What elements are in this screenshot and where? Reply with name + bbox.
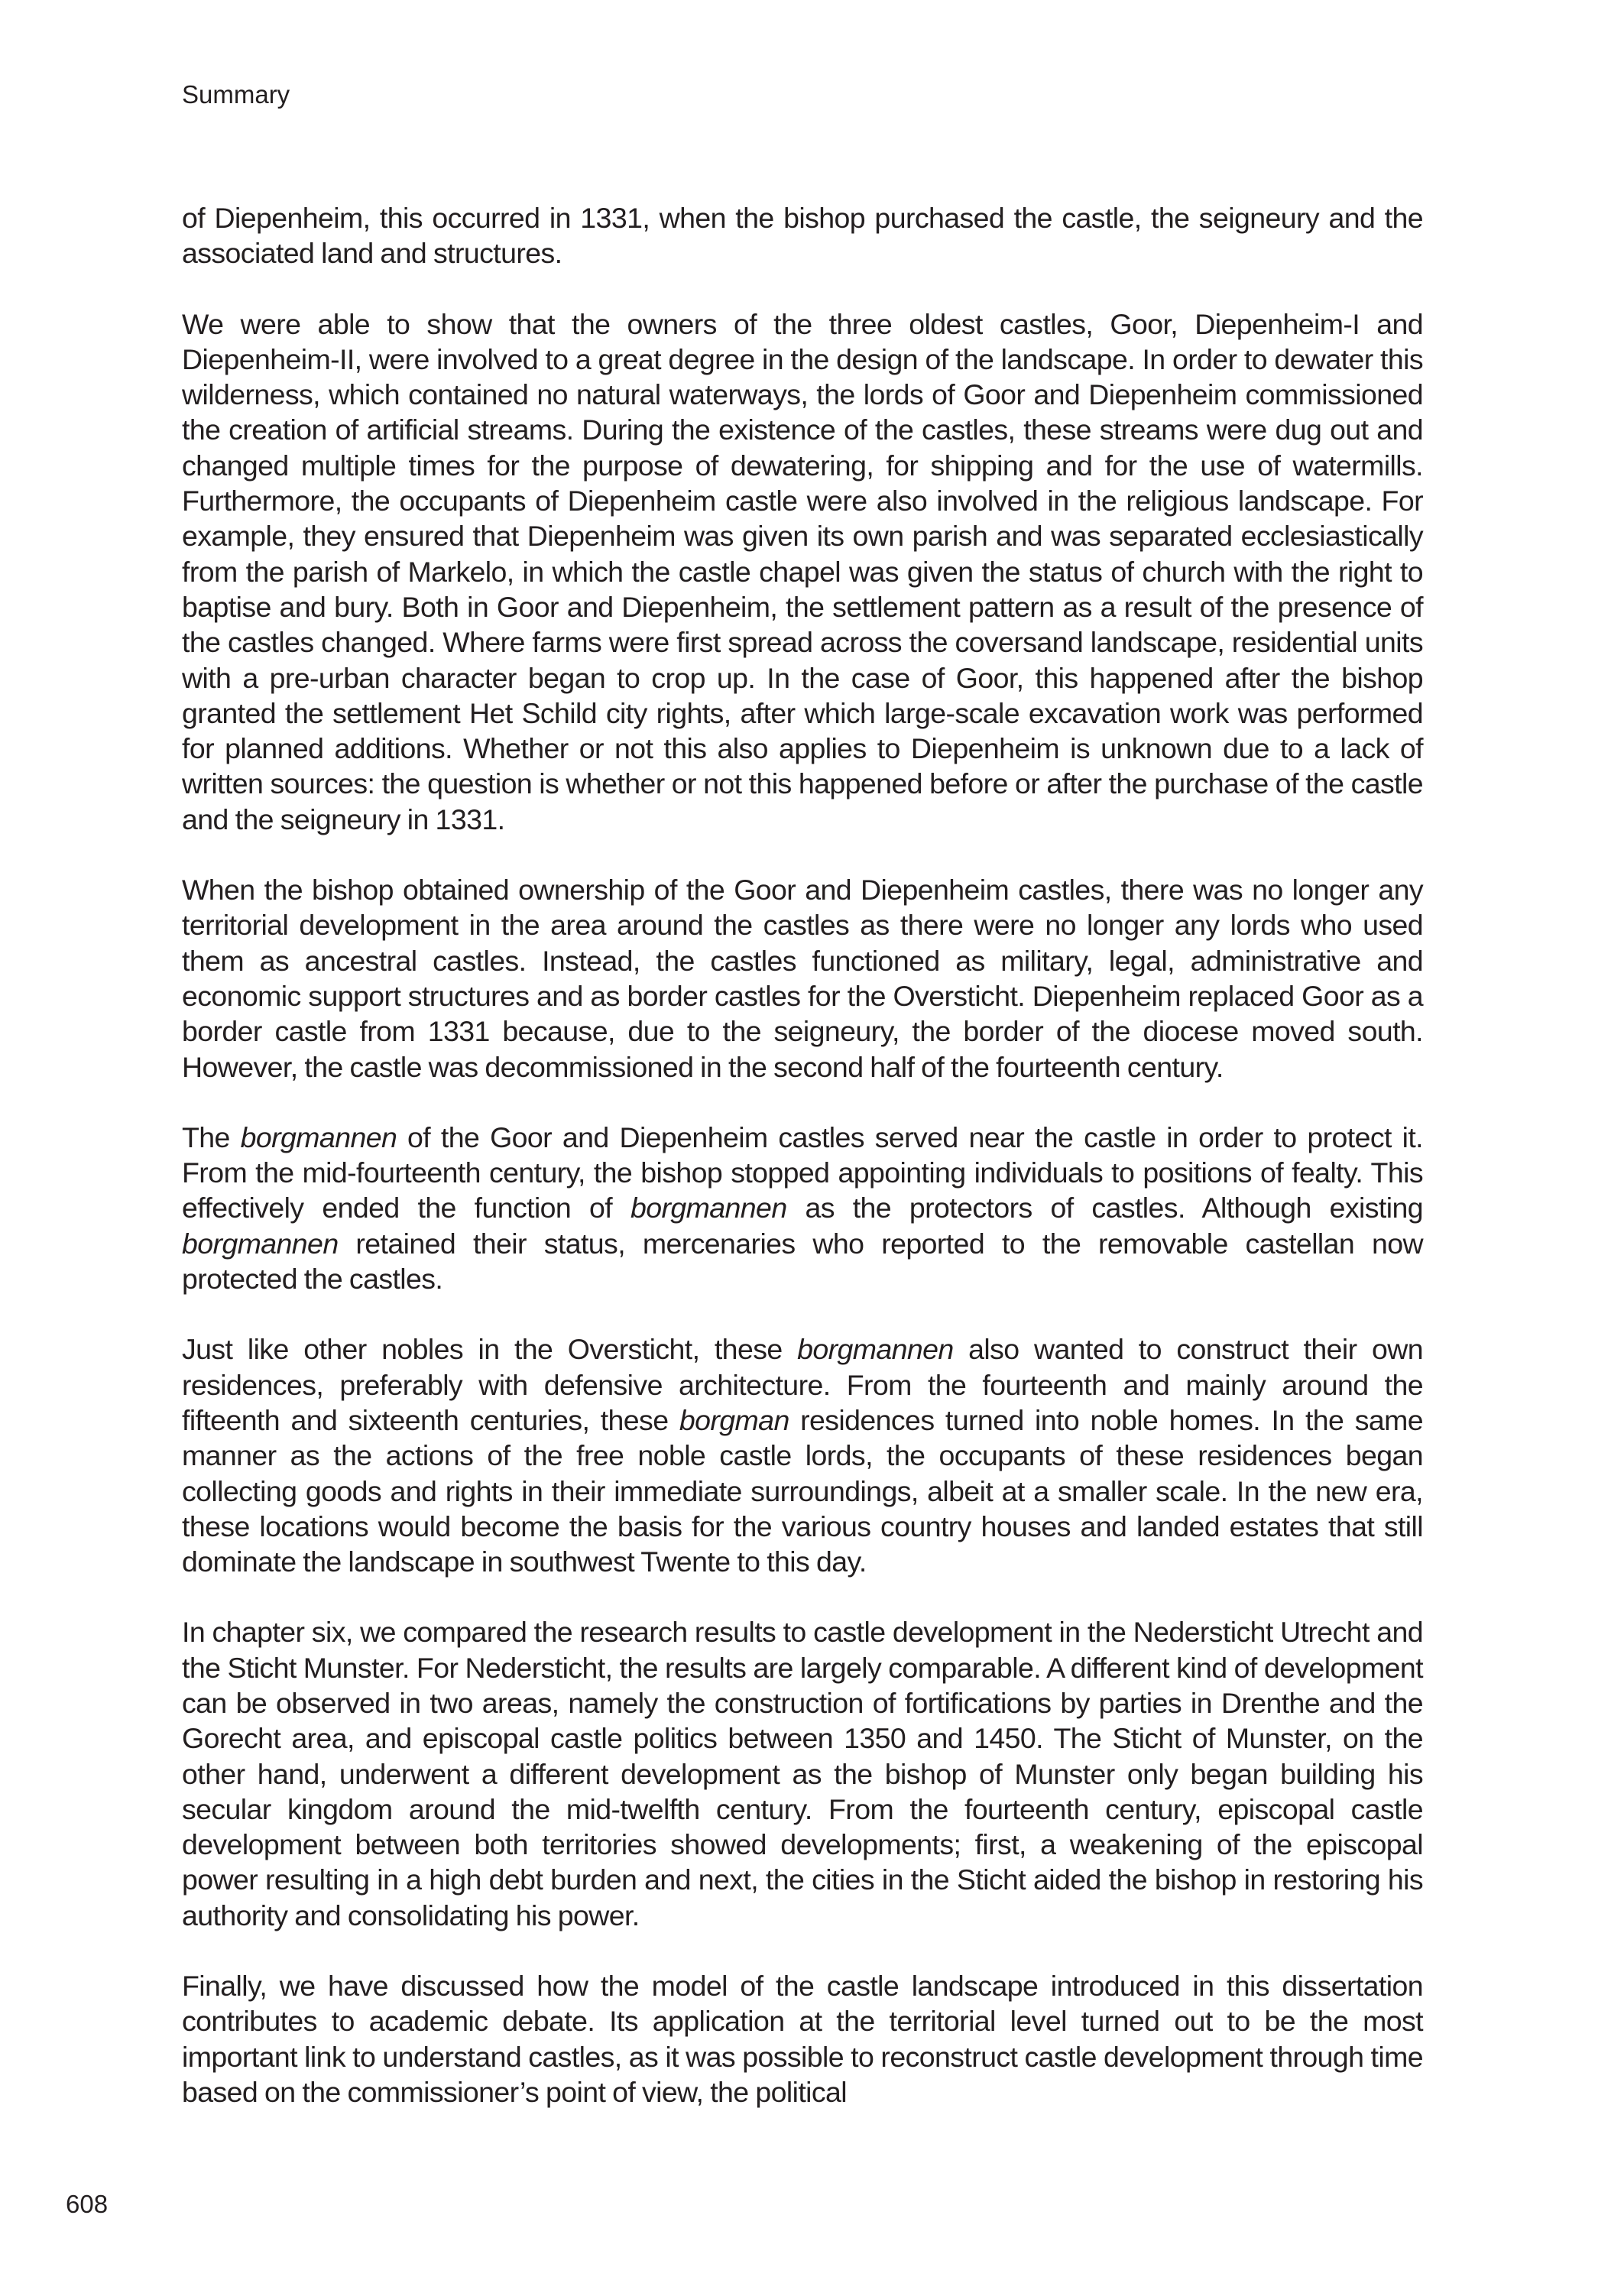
paragraph-1	[182, 200, 1423, 271]
page-body	[182, 200, 1423, 2145]
paragraph-text: of Diepenheim, this occurred in 1331, when the bishop purchased the castle, the seigneury and the associated land and structures.	[182, 202, 1423, 270]
paragraph-2	[182, 306, 1423, 837]
paragraph-6	[182, 1614, 1423, 1933]
paragraph-text: also wanted to construct their own residences, preferably with defensive architecture. From the fourteenth and mainly around the fifteenth and sixteenth centuries, these	[182, 1333, 1423, 1436]
italic-term: borgman	[679, 1403, 789, 1436]
italic-term: borgmannen	[630, 1192, 787, 1224]
running-header: Summary	[182, 80, 290, 109]
page-number: 608	[66, 2190, 109, 2218]
paragraph-text: residences turned into noble homes. In the same manner as the actions of the free noble castle lords, the occupants of these residences began collecting goods and rights in their immediate surroundings, albeit at a smaller scale. In the new era, these locations would become the basis for the various country houses and landed estates that still dominate the landscape in southwest Twente to this day.	[182, 1403, 1423, 1578]
paragraph-text: as the protectors of castles. Although existing	[786, 1192, 1423, 1224]
paragraph-3	[182, 872, 1423, 1085]
italic-term: borgmannen	[797, 1333, 954, 1366]
italic-term: borgmannen	[182, 1227, 339, 1260]
paragraph-5	[182, 1331, 1423, 1579]
paragraph-text: of the Goor and Diepenheim castles served near the castle in order to protect it. From the mid-fourteenth century, the bishop stopped appointing individuals to positions of fealty. This effectively ended the function of	[182, 1121, 1423, 1224]
paragraph-text: We were able to show that the owners of the three oldest castles, Goor, Diepenheim-I and Diepenheim-II, were involved to a great degree in the design of the landscape. In order to dewater this wilderness, which contained no natural waterways, the lords of Goor and Diepenheim commissioned the creation of artificial streams. During the existence of the castles, these streams were dug out and changed multiple times for the purpose of dewatering, for shipping and for the use of watermills. Furthermore, the occupants of Diepenheim castle were also involved in the religious landscape. For example, they ensured that Diepenheim was given its own parish and was separated ecclesiastically from the parish of Markelo, in which the castle chapel was given the status of church with the right to baptise and bury. Both in Goor and Diepenheim, the settlement pattern as a result of the presence of the castles changed. Where farms were first spread across the coversand landscape, residential units with a pre-urban character began to crop up. In the case of Goor, this happened after the bishop granted the settlement Het Schild city rights, after which large-scale excavation work was performed for planned additions. Whether or not this also applies to Diepenheim is unknown due to a lack of written sources: the question is whether or not this happened before or after the purchase of the castle and the seigneury in 1331.	[182, 307, 1423, 835]
paragraph-text: retained their status, mercenaries who reported to the removable castellan now protected the castles.	[182, 1227, 1423, 1296]
italic-term: borgmannen	[240, 1121, 397, 1153]
paragraph-4	[182, 1120, 1423, 1296]
paragraph-text: Finally, we have discussed how the model of the castle landscape introduced in this dissertation contributes to academic debate. Its application at the territorial level turned out to be the most important link to understand castles, as it was possible to reconstruct castle development through time based on the commissioner’s point of view, the political	[182, 1970, 1423, 2108]
paragraph-text: When the bishop obtained ownership of the Goor and Diepenheim castles, there was no longer any territorial development in the area around the castles as there were no longer any lords who used them as ancestral castles. Instead, the castles functioned as military, legal, administrative and economic support structures and as border castles for the Oversticht. Diepenheim replaced Goor as a border castle from 1331 because, due to the seigneury, the border of the diocese moved south. However, the castle was decommissioned in the second half of the fourteenth century.	[182, 874, 1423, 1083]
paragraph-text: In chapter six, we compared the research results to castle development in the Nedersticht Utrecht and the Sticht Munster. For Nedersticht, the results are largely comparable. A different kind of development can be observed in two areas, namely the construction of fortifications by parties in Drenthe and the Gorecht area, and episcopal castle politics between 1350 and 1450. The Sticht of Munster, on the other hand, underwent a different development as the bishop of Munster only began building his secular kingdom around the mid-twelfth century. From the fourteenth century, episcopal castle development between both territories showed developments; first, a weakening of the episcopal power resulting in a high debt burden and next, the cities in the Sticht aided the bishop in restoring his authority and consolidating his power.	[182, 1616, 1423, 1931]
paragraph-text: The	[182, 1121, 241, 1153]
paragraph-7	[182, 1968, 1423, 2110]
paragraph-text: Just like other nobles in the Oversticht, these	[182, 1333, 798, 1366]
